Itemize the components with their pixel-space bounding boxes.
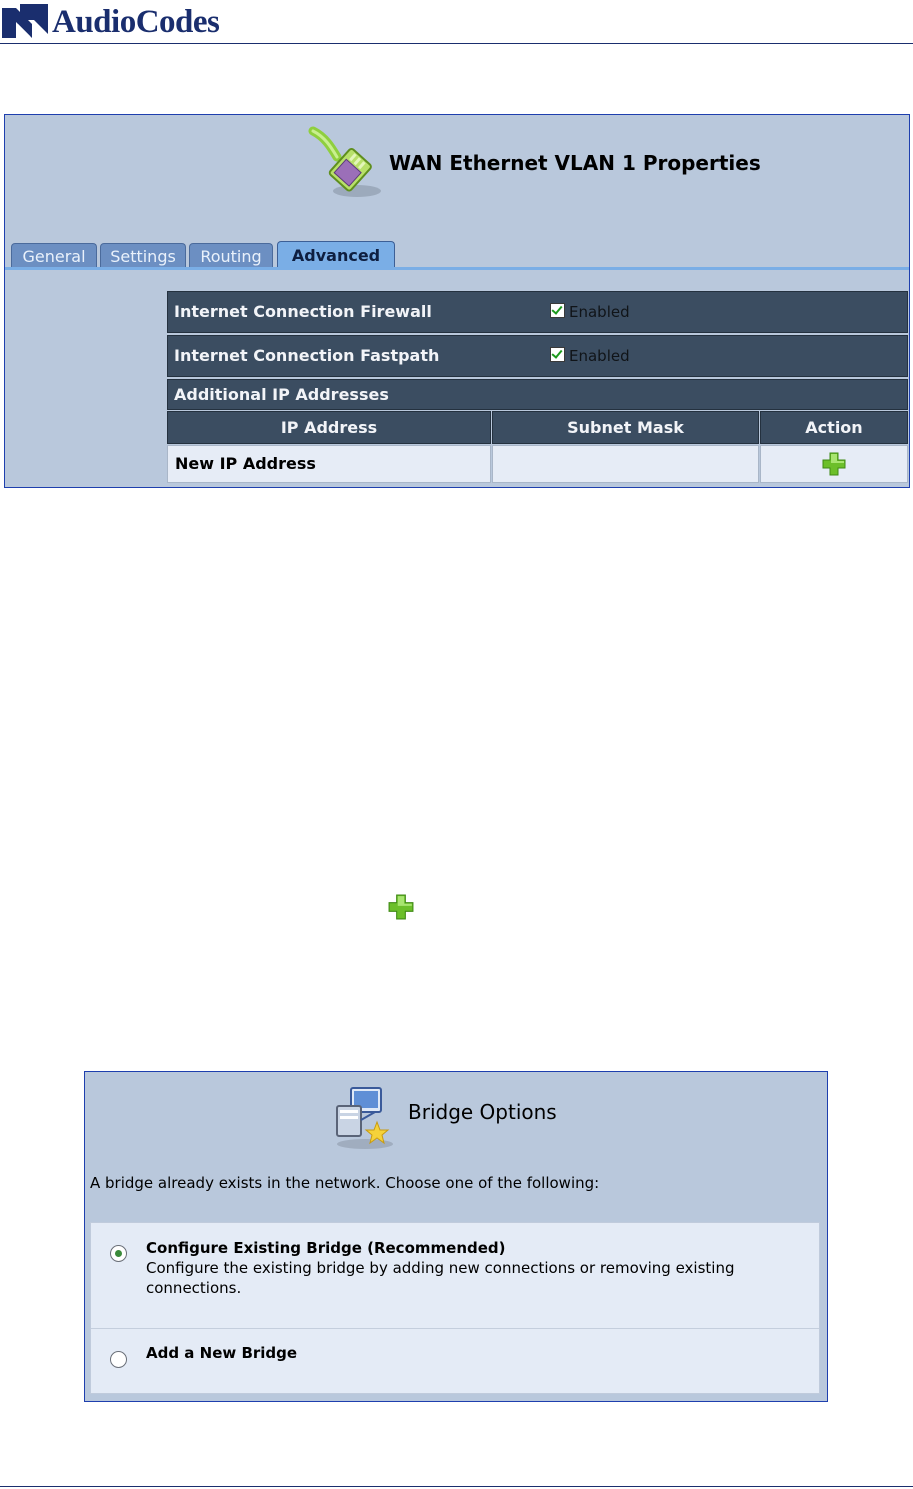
firewall-checkbox[interactable]	[550, 303, 565, 318]
tab-general[interactable]: General	[11, 243, 97, 269]
tab-underline	[5, 267, 909, 270]
bridge-options-list	[90, 1222, 820, 1394]
configure-existing-title[interactable]: Configure Existing Bridge (Recommended)	[146, 1239, 506, 1257]
ethernet-cable-icon	[307, 125, 385, 203]
header-rule	[0, 43, 913, 44]
page-title: WAN Ethernet VLAN 1 Properties	[389, 151, 761, 175]
add-icon	[388, 894, 414, 920]
firewall-checkbox-wrap	[550, 292, 630, 332]
firewall-label: Internet Connection Firewall	[174, 302, 432, 321]
fastpath-row	[167, 335, 908, 377]
fastpath-checkbox-wrap	[550, 336, 630, 376]
ip-table-header	[167, 411, 908, 444]
tab-routing[interactable]: Routing	[189, 243, 273, 269]
fastpath-checkbox[interactable]	[550, 347, 565, 362]
add-new-bridge-radio[interactable]	[110, 1351, 127, 1368]
option-divider	[91, 1328, 819, 1329]
new-ip-address-link[interactable]: New IP Address	[167, 445, 491, 483]
fastpath-label: Internet Connection Fastpath	[174, 346, 440, 365]
action-cell	[760, 445, 908, 483]
column-header-action: Action	[760, 411, 908, 444]
audiocodes-logo-icon	[2, 4, 48, 38]
column-header-ip: IP Address	[167, 411, 491, 444]
fastpath-enabled-label: Enabled	[569, 347, 630, 365]
additional-ip-section-title: Additional IP Addresses	[174, 385, 389, 404]
configure-existing-description: Configure the existing bridge by adding new connections or removing existing connections.	[146, 1259, 735, 1297]
table-row	[167, 445, 908, 483]
bridge-intro-text: A bridge already exists in the network. Choose one of the following:	[90, 1174, 600, 1192]
add-new-bridge-title[interactable]: Add a New Bridge	[146, 1344, 298, 1362]
tab-settings[interactable]: Settings	[100, 243, 186, 269]
bridge-options-panel	[84, 1071, 828, 1402]
bridge-options-title: Bridge Options	[408, 1100, 557, 1124]
plus-icon[interactable]	[822, 452, 846, 476]
bridge-network-icon	[329, 1082, 399, 1152]
subnet-mask-cell	[492, 445, 759, 483]
page-header	[0, 0, 913, 44]
additional-ip-section-row	[167, 379, 908, 410]
firewall-row	[167, 291, 908, 333]
logo-text: AudioCodes	[52, 4, 220, 40]
wan-properties-panel	[4, 114, 910, 488]
firewall-enabled-label: Enabled	[569, 303, 630, 321]
configure-existing-radio[interactable]	[110, 1245, 127, 1262]
column-header-subnet: Subnet Mask	[492, 411, 759, 444]
tab-advanced[interactable]: Advanced	[277, 241, 395, 269]
footer-rule	[0, 1486, 913, 1487]
